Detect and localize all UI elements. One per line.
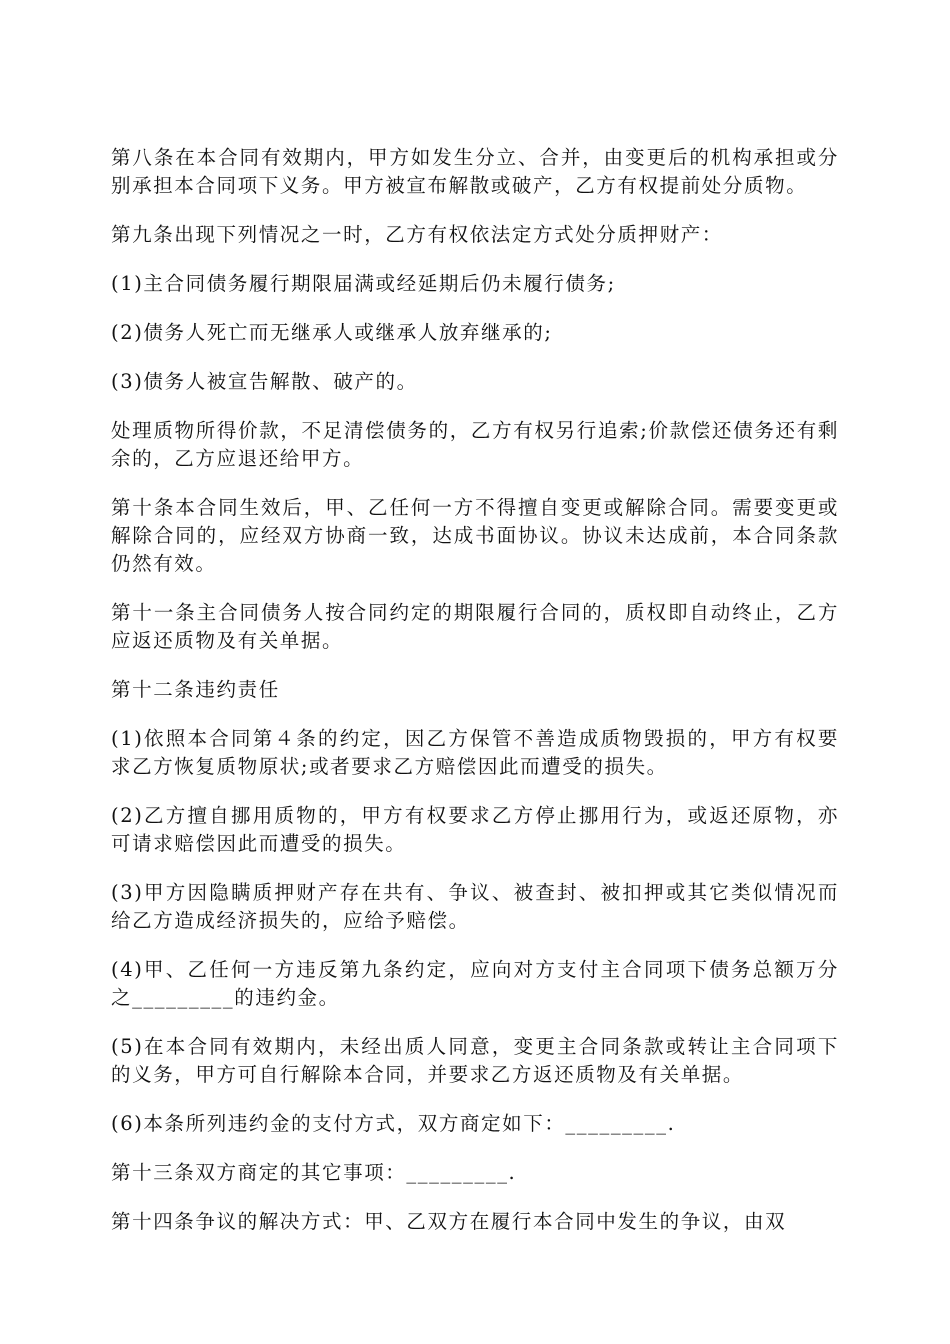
article-11-paragraph: 第十一条主合同债务人按合同约定的期限履行合同的，质权即自动终止，乙方应返还质物及有关单据。 [111, 601, 839, 652]
article-8-paragraph: 第八条在本合同有效期内，甲方如发生分立、合并，由变更后的机构承担或分别承担本合同项下义务。甲方被宣布解散或破产，乙方有权提前处分质物。 [111, 146, 839, 197]
article-9-paragraph: 第九条出现下列情况之一时，乙方有权依法定方式处分质押财产： [111, 223, 723, 246]
article-10-paragraph: 第十条本合同生效后，甲、乙任何一方不得擅自变更或解除合同。需要变更或解除合同的，应经双方协商一致，达成书面协议。协议未达成前，本合同条款仍然有效。 [111, 496, 839, 575]
article-12-heading: 第十二条违约责任 [111, 678, 280, 701]
article-12-item-4: (4)甲、乙任何一方违反第九条约定，应向对方支付主合同项下债务总额万分之_________的违约金。 [111, 958, 839, 1009]
article-9-item-1: (1)主合同债务履行期限届满或经延期后仍未履行债务; [111, 272, 616, 295]
proceeds-paragraph: 处理质物所得价款，不足清偿债务的，乙方有权另行追索;价款偿还债务还有剩余的，乙方应退还给甲方。 [111, 419, 839, 470]
article-9-item-3: (3)债务人被宣告解散、破产的。 [111, 370, 418, 393]
article-12-item-6: (6)本条所列违约金的支付方式，双方商定如下：_________. [111, 1112, 676, 1135]
article-12-item-3: (3)甲方因隐瞒质押财产存在共有、争议、被查封、被扣押或其它类似情况而给乙方造成经济损失的，应给予赔偿。 [111, 881, 839, 932]
article-12-item-1: (1)依照本合同第４条的约定，因乙方保管不善造成质物毁损的，甲方有权要求乙方恢复质物原状;或者要求乙方赔偿因此而遭受的损失。 [111, 727, 839, 778]
article-13-paragraph: 第十三条双方商定的其它事项：_________. [111, 1161, 517, 1184]
document-body [111, 144, 839, 1257]
article-9-item-2: (2)债务人死亡而无继承人或继承人放弃继承的; [111, 321, 553, 344]
article-12-item-5: (5)在本合同有效期内，未经出质人同意，变更主合同条款或转让主合同项下的义务，甲方可自行解除本合同，并要求乙方返还质物及有关单据。 [111, 1035, 839, 1086]
article-12-item-2: (2)乙方擅自挪用质物的，甲方有权要求乙方停止挪用行为，或返还原物，亦可请求赔偿因此而遭受的损失。 [111, 804, 839, 855]
article-14-paragraph: 第十四条争议的解决方式：甲、乙双方在履行本合同中发生的争议，由双 [111, 1210, 787, 1233]
